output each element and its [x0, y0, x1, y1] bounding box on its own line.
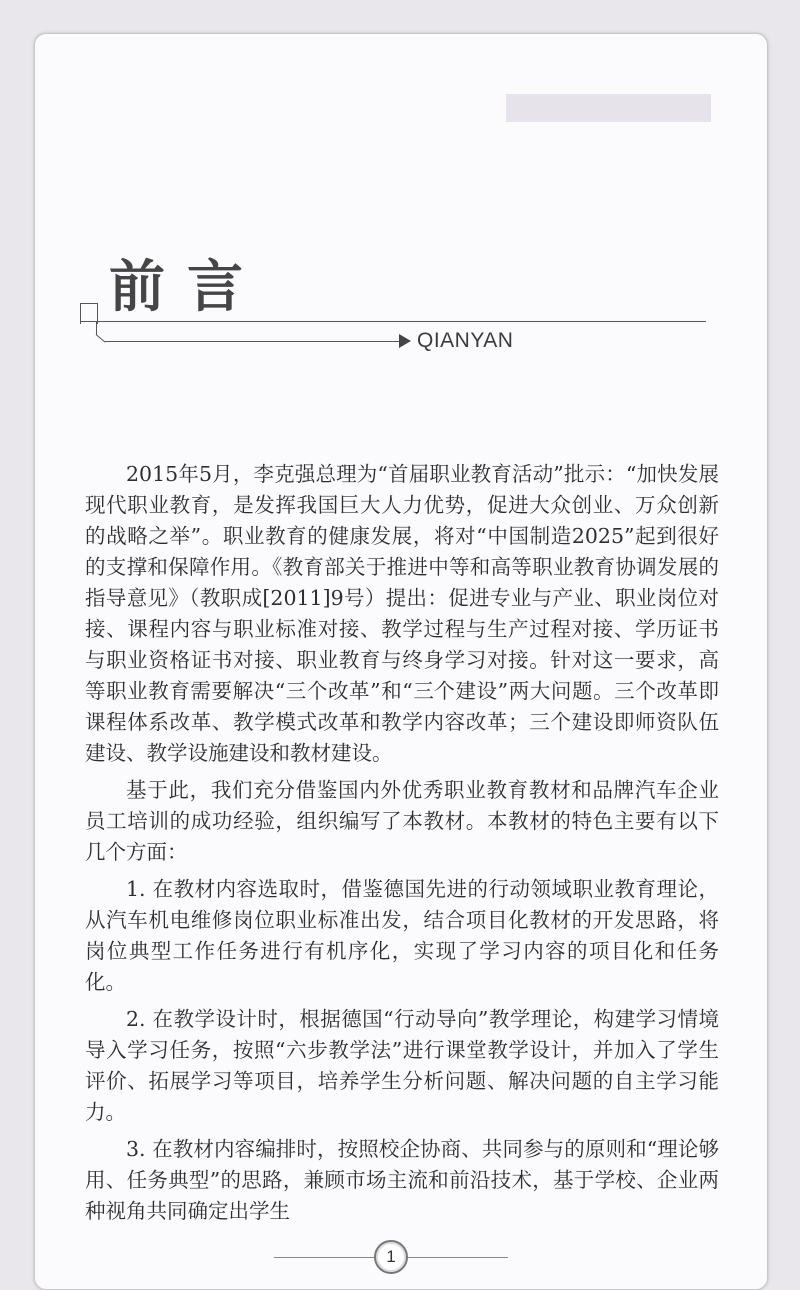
title-decoration-line	[96, 321, 97, 335]
page-subtitle: QIANYAN	[417, 329, 514, 352]
page-footer	[35, 1239, 767, 1275]
paragraph: 基于此，我们充分借鉴国内外优秀职业教育教材和品牌汽车企业员工培训的成功经验，组织编写了本教材。本教材的特色主要有以下几个方面：	[85, 778, 719, 864]
page-number-rule	[408, 1257, 508, 1258]
body-text	[85, 459, 719, 1227]
paragraph: 2. 在教学设计时，根据德国“行动导向”教学理论，构建学习情境导入学习任务，按照“六步教学法”进行课堂教学设计，并加入了学生评价、拓展学习等项目，培养学生分析问题、解决问题的自主学习能力。	[85, 1007, 719, 1124]
paragraph: 1. 在教材内容选取时，借鉴德国先进的行动领域职业教育理论，从汽车机电维修岗位职业标准出发，结合项目化教材的开发思路，将岗位典型工作任务进行有机序化，实现了学习内容的项目化和任务化。	[85, 877, 719, 994]
page-number: 1	[374, 1240, 408, 1274]
title-decoration-line	[105, 341, 401, 342]
page-title: 前言	[109, 255, 265, 320]
bleed-through-banner	[506, 94, 711, 122]
title-underline	[81, 321, 706, 322]
arrow-right-icon	[399, 334, 411, 348]
paragraph: 3. 在教材内容编排时，按照校企协商、共同参与的原则和“理论够用、任务典型”的思路，兼顾市场主流和前沿技术，基于学校、企业两种视角共同确定出学生	[85, 1137, 719, 1223]
page-number-rule	[274, 1257, 374, 1258]
document-page	[34, 33, 768, 1290]
paragraph: 2015年5月，李克强总理为“首届职业教育活动”批示：“加快发展现代职业教育，是发挥我国巨大人力优势，促进大众创业、万众创新的战略之举”。职业教育的健康发展，将对“中国制造2025”起到很好的支撑和保障作用。《教育部关于推进中等和高等职业教育协调发展的指导意见》（教职成[2011]9号）提出：促进专业与产业、职业岗位对接、课程内容与职业标准对接、教学过程与生产过程对接、学历证书与职业资格证书对接、职业教育与终身学习对接。针对这一要求，高等职业教育需要解决“三个改革”和“三个建设”两大问题。三个改革即课程体系改革、教学模式改革和教学内容改革；三个建设即师资队伍建设、教学设施建设和教材建设。	[85, 462, 719, 765]
